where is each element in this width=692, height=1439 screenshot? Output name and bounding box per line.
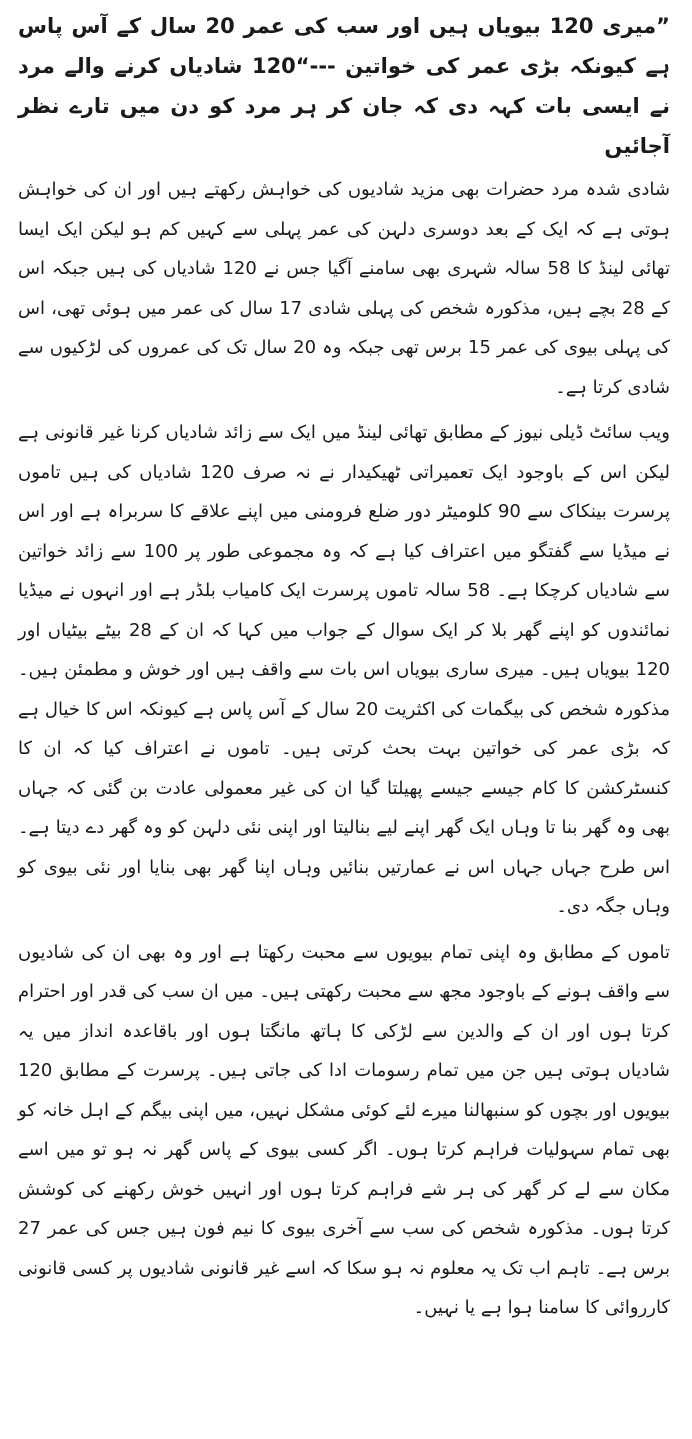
article-paragraph-3: تاموں کے مطابق وہ اپنی تمام بیویوں سے محبت رکھتا ہے اور وہ بھی ان کی شادیوں سے واقف ہونے کے باوجود مجھ سے محبت رکھتی ہیں۔ میں ان سب کی قدر اور احترام کرتا ہوں اور ان کے والدین سے لڑکی کا ہاتھ مانگتا ہوں اور باقاعدہ انداز میں یہ شادیاں ہوتی ہیں جن میں تمام رسومات ادا کی جاتی ہیں۔ پرسرت کے مطابق 120 بیویوں اور بچوں کو سنبھالنا میرے لئے کوئی مشکل نہیں، میں اپنی بیگم کے اہل خانہ کو بھی تمام سہولیات فراہم کرتا ہوں۔ اگر کسی بیوی کے پاس گھر نہ ہو تو میں اسے مکان سے لے کر گھر کی ہر شے فراہم کرتا ہوں اور انہیں خوش رکھنے کی کوشش کرتا ہوں۔ مذکورہ شخص کی سب سے آخری بیوی کا نیم فون ہیں جس کی عمر 27 برس ہے۔ تاہم اب تک یہ معلوم نہ ہو سکا کہ اسے غیر قانونی شادیوں پر کسی قانونی کارروائی کا سامنا ہوا ہے یا نہیں۔: [18, 941, 670, 1318]
article-headline: ”میری 120 بیویاں ہیں اور سب کی عمر 20 سال کے آس پاس ہے کیونکہ بڑی عمر کی خواتین ---“120 شادیاں کرنے والے مرد نے ایسی بات کہہ دی کہ جان کر ہر مرد کو دن میں تارے نظر آجائیں: [18, 14, 670, 158]
article-paragraph-1: شادی شدہ مرد حضرات بھی مزید شادیوں کی خواہش رکھتے ہیں اور ان کی خواہش ہوتی ہے کہ ایک کے بعد دوسری دلہن کی عمر پہلی سے کہیں کم ہو لیکن ایک ایسا تھائی لینڈ کا 58 سالہ شہری بھی سامنے آگیا جس نے 120 شادیاں کی ہیں جبکہ اس کے 28 بچے ہیں، مذکورہ شخص کی پہلی شادی 17 سال کی عمر میں ہوئی تھی، اس کی پہلی بیوی کی عمر 15 برس تھی جبکہ وہ 20 سال تک کی عمروں کی لڑکیوں سے شادی کرتا ہے۔: [18, 179, 671, 398]
news-article: [18, 6, 670, 1334]
article-paragraph-2: ویب سائٹ ڈیلی نیوز کے مطابق تھائی لینڈ میں ایک سے زائد شادیاں کرنا غیر قانونی ہے لیکن اس کے باوجود ایک تعمیراتی ٹھیکیدار نے نہ صرف 120 شادیاں کی ہیں تاموں پرسرت بینکاک سے 90 کلومیٹر دور ضلع فرومنی میں اپنے علاقے کا سربراہ ہے اور اس نے میڈیا سے گفتگو میں اعتراف کیا ہے کہ وہ مجموعی طور پر 100 سے زائد خواتین سے شادیاں کرچکا ہے۔ 58 سالہ تاموں پرسرت ایک کامیاب بلڈر ہے اور انہوں نے میڈیا نمائندوں کو اپنے گھر بلا کر ایک سوال کے جواب میں کہا کہ ان کے 28 بیٹے بیٹیاں اور 120 بیویاں ہیں۔ میری ساری بیویاں اس بات سے واقف ہیں اور خوش و مطمئن ہیں۔ مذکورہ شخص کی بیگمات کی اکثریت 20 سال کے آس پاس ہے کیونکہ اس کا خیال ہے کہ بڑی عمر کی خواتین بہت بحث کرتی ہیں۔ تاموں نے اعتراف کیا کہ ان کا کنسٹرکشن کا کام جیسے جیسے پھیلتا گیا ان کی غیر معمولی عادت بن گئی کہ جہاں بھی وہ گھر بنا تا وہاں ایک گھر اپنے لیے بنالیتا اور اپنی نئی دلہن کو وہ گھر دے دیتا ہے۔ اس طرح جہاں جہاں اس نے عمارتیں بنائیں وہاں اپنا گھر بھی بنایا اور نئی بیوی کو وہاں جگہ دی۔: [18, 422, 671, 917]
